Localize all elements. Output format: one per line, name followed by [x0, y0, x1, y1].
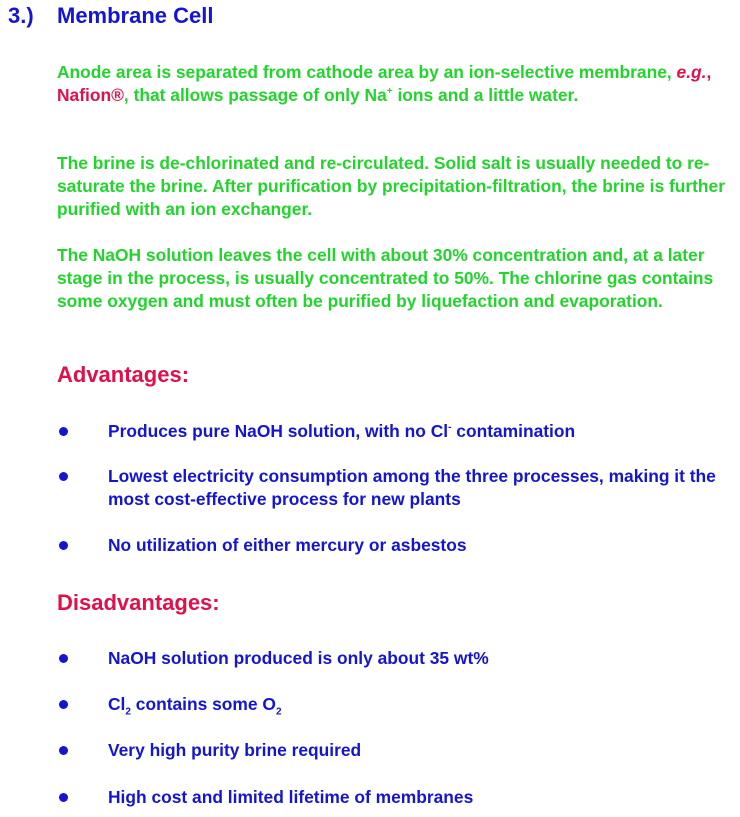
section-title: Membrane Cell [57, 3, 214, 28]
paragraph-text: ions and a little water. [392, 85, 579, 105]
item-text: NaOH solution produced is only about 35 wt% [108, 648, 489, 668]
section-number: 3.) [8, 3, 34, 28]
subscript: 2 [275, 706, 282, 718]
paragraph-text: Anode area is separated from cathode area by an ion-selective membrane, [57, 62, 677, 82]
disadvantage-item [57, 647, 740, 670]
item-text: Cl [108, 694, 126, 714]
item-text: contamination [451, 421, 576, 441]
disadvantage-item [57, 786, 740, 809]
subscript: 2 [125, 706, 131, 718]
disadvantage-item [57, 739, 740, 762]
disadvantages-heading: Disadvantages: [57, 590, 220, 615]
advantage-item [57, 465, 740, 511]
nafion-term: Nafion® [57, 85, 124, 105]
paragraph-membrane [57, 61, 737, 107]
disadvantage-item [57, 693, 740, 716]
item-text: Lowest electricity consumption among the three processes, making it the most cost-effective process for new plants [108, 466, 716, 509]
item-text: contains some O [130, 694, 276, 714]
eg-abbreviation: e.g. [676, 62, 707, 82]
superscript: + [386, 86, 393, 98]
item-text: Very high purity brine required [108, 740, 362, 760]
superscript: - [448, 422, 452, 434]
paragraph-brine: The brine is de-chlorinated and re-circulated. Solid salt is usually needed to re-saturate the brine. After purification by precipitation-filtration, the brine is further purified with an ion exchanger. [57, 153, 725, 219]
paragraph-text: , that allows passage of only Na [123, 85, 387, 105]
paragraph-naoh: The NaOH solution leaves the cell with about 30% concentration and, at a later stage in the process, is usually concentrated to 50%. The chlorine gas contains some oxygen and must often be purified by liquefaction and evaporation. [57, 245, 714, 311]
item-text: High cost and limited lifetime of membranes [108, 787, 474, 807]
comma: , [706, 62, 712, 82]
advantages-heading: Advantages: [57, 362, 190, 387]
advantage-item [57, 534, 740, 557]
item-text: No utilization of either mercury or asbestos [108, 535, 467, 555]
item-text: Produces pure NaOH solution, with no Cl [108, 421, 449, 441]
advantage-item [57, 420, 740, 443]
section-heading [8, 3, 214, 29]
